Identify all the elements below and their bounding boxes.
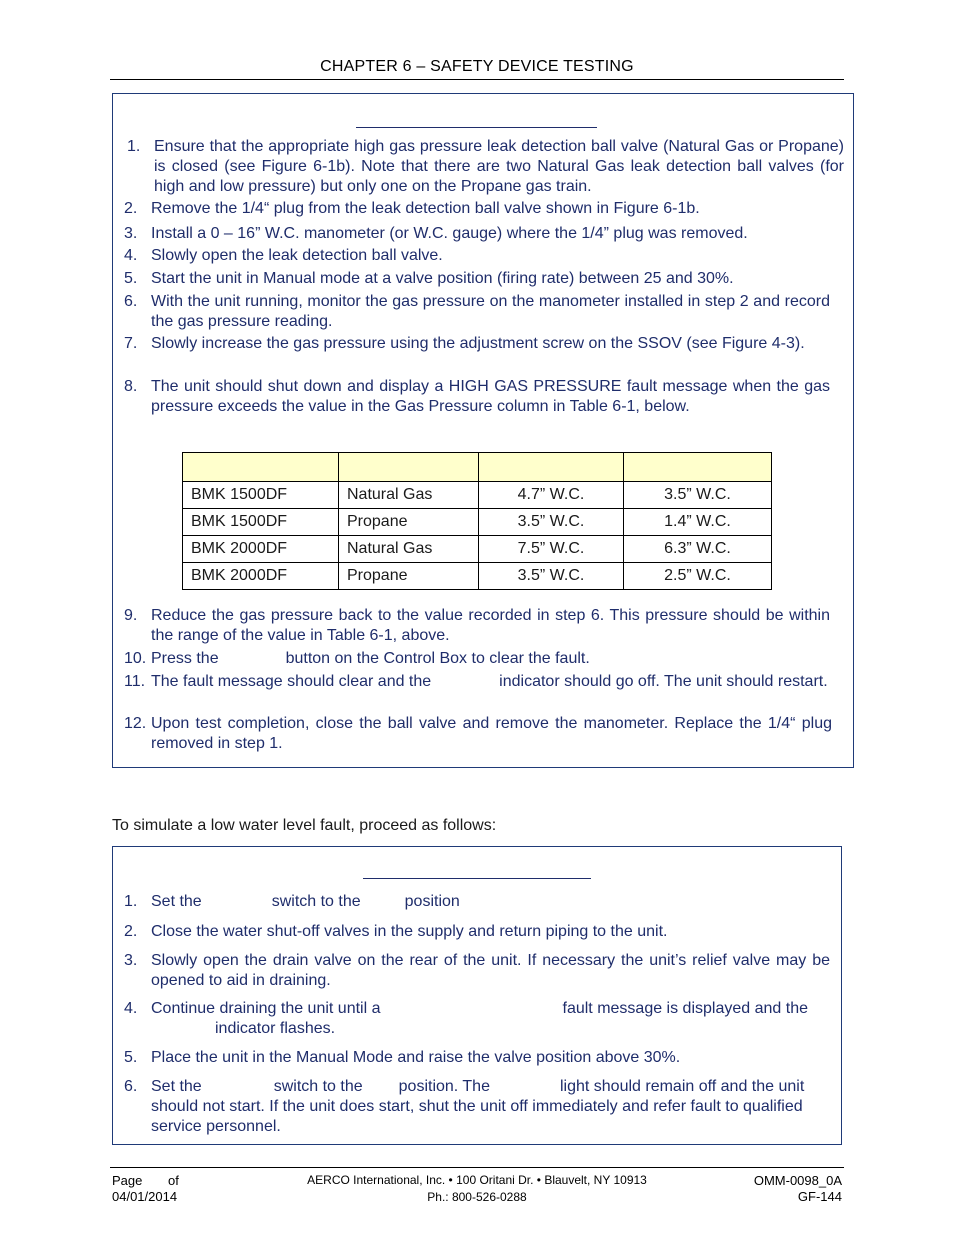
step-text: Install a 0 – 16” W.C. manometer (or W.C. gauge) where the 1/4” plug was removed. [151, 225, 748, 242]
step-text: With the unit running, monitor the gas pressure on the manometer installed in step 2 and record the gas pressure reading. [151, 293, 830, 330]
table-row [183, 509, 772, 536]
fuel-cell: Natural Gas [339, 536, 479, 563]
step-text: Slowly open the drain valve on the rear of the unit. If necessary the unit’s relief valve may be opened to aid in draining. [151, 952, 830, 989]
gas-pressure-cell: 3.5” W.C. [479, 563, 624, 590]
footer-doc-id: OMM-0098_0A [753, 1173, 842, 1188]
step-text: Slowly open the leak detection ball valve. [151, 247, 443, 264]
table-row [183, 563, 772, 590]
step-text: Place the unit in the Manual Mode and raise the valve position above 30%. [151, 1049, 681, 1066]
range-cell: 2.5” W.C. [624, 563, 772, 590]
step-text-part: position. The [398, 1078, 490, 1095]
table-row [183, 482, 772, 509]
step-text [151, 672, 831, 692]
range-cell: 6.3” W.C. [624, 536, 772, 563]
footer-date: 04/01/2014 [112, 1189, 178, 1204]
section-title-underline [356, 127, 597, 128]
fuel-cell: Propane [339, 563, 479, 590]
table-row [183, 536, 772, 563]
step-text: Reduce the gas pressure back to the value recorded in step 6. This pressure should be within the range of the value in Table 6-1, above. [151, 607, 830, 644]
footer-divider [110, 1167, 844, 1168]
step-text-part: Set the [151, 893, 202, 910]
step-number: 3. [124, 952, 138, 969]
step-text-part: Set the [151, 1078, 202, 1095]
footer-of-label: of [168, 1173, 179, 1188]
fuel-cell: Natural Gas [339, 482, 479, 509]
step-number: 5. [124, 270, 138, 287]
step-text: Upon test completion, close the ball valve and remove the manometer. Replace the 1/4“ plug removed in step 1. [151, 715, 832, 752]
step-text-part: switch to the [271, 893, 361, 910]
step-number: 1. [127, 138, 141, 155]
table-header-cell [624, 453, 772, 482]
step-text-part: switch to the [273, 1078, 363, 1095]
model-cell: BMK 1500DF [183, 482, 339, 509]
step-number: 6. [124, 1078, 138, 1095]
gas-pressure-cell: 3.5” W.C. [479, 509, 624, 536]
model-cell: BMK 2000DF [183, 536, 339, 563]
step-number: 10. [124, 650, 147, 667]
fuel-cell: Propane [339, 509, 479, 536]
table-header-row [183, 453, 772, 482]
step-text-part: indicator should go off. The unit should restart. [499, 673, 828, 690]
table-header-cell [339, 453, 479, 482]
step-number: 3. [124, 225, 138, 242]
step-text: Ensure that the appropriate high gas pressure leak detection ball valve (Natural Gas or Propane) is closed (see Figure 6-1b). Note that there are two Natural Gas leak detection ball valves (for high and low pressure) but only one on the Propane gas train. [154, 138, 844, 195]
step-number: 9. [124, 607, 138, 624]
model-cell: BMK 1500DF [183, 509, 339, 536]
step-text [151, 892, 831, 912]
step-number: 11. [124, 673, 146, 690]
step-text [151, 649, 830, 669]
range-cell: 3.5” W.C. [624, 482, 772, 509]
step-text-part: fault message is displayed and the [562, 1000, 808, 1017]
step-text [151, 999, 831, 1039]
step-text-part: indicator flashes. [215, 1020, 336, 1037]
step-text-part: position [404, 893, 460, 910]
step-text: Remove the 1/4“ plug from the leak detection ball valve shown in Figure 6-1b. [151, 200, 700, 217]
section-title-underline [363, 878, 591, 879]
footer-page-label: Page [112, 1173, 143, 1188]
table-header-cell [183, 453, 339, 482]
step-number: 2. [124, 923, 138, 940]
step-text: Close the water shut-off valves in the supply and return piping to the unit. [151, 923, 668, 940]
table-header-cell [479, 453, 624, 482]
step-number: 8. [124, 378, 138, 395]
step-text [151, 1077, 831, 1137]
footer-form-id: GF-144 [797, 1189, 842, 1204]
low-water-intro: To simulate a low water level fault, proceed as follows: [112, 817, 497, 834]
header-divider [110, 79, 844, 80]
range-cell: 1.4” W.C. [624, 509, 772, 536]
step-text: Slowly increase the gas pressure using the adjustment screw on the SSOV (see Figure 4-3). [151, 335, 805, 352]
gas-pressure-table [182, 452, 772, 590]
step-number: 4. [124, 247, 138, 264]
step-number: 1. [124, 893, 138, 910]
step-number: 7. [124, 335, 138, 352]
step-text-part: light should remain off and the unit should not start. If the unit does start, shut the unit off immediately and refer fault to qualified service personnel. [151, 1078, 805, 1135]
step-text-part: The fault message should clear and the [151, 673, 432, 690]
step-number: 6. [124, 293, 138, 310]
footer-company: AERCO International, Inc. • 100 Oritani Dr. • Blauvelt, NY 10913 [307, 1173, 647, 1187]
step-text-part: Continue draining the unit until a [151, 1000, 381, 1017]
model-cell: BMK 2000DF [183, 563, 339, 590]
step-text-part: button on the Control Box to clear the fault. [285, 650, 590, 667]
gas-pressure-cell: 7.5” W.C. [479, 536, 624, 563]
step-number: 4. [124, 1000, 138, 1017]
step-number: 2. [124, 200, 138, 217]
gas-pressure-cell: 4.7” W.C. [479, 482, 624, 509]
step-text: Start the unit in Manual mode at a valve position (firing rate) between 25 and 30%. [151, 270, 734, 287]
step-text: The unit should shut down and display a HIGH GAS PRESSURE fault message when the gas pressure exceeds the value in the Gas Pressure column in Table 6-1, below. [151, 378, 830, 415]
step-text-part: Press the [151, 650, 219, 667]
step-number: 12. [124, 715, 147, 732]
step-number: 5. [124, 1049, 138, 1066]
chapter-title: CHAPTER 6 – SAFETY DEVICE TESTING [320, 58, 634, 75]
footer-phone: Ph.: 800-526-0288 [427, 1190, 527, 1204]
